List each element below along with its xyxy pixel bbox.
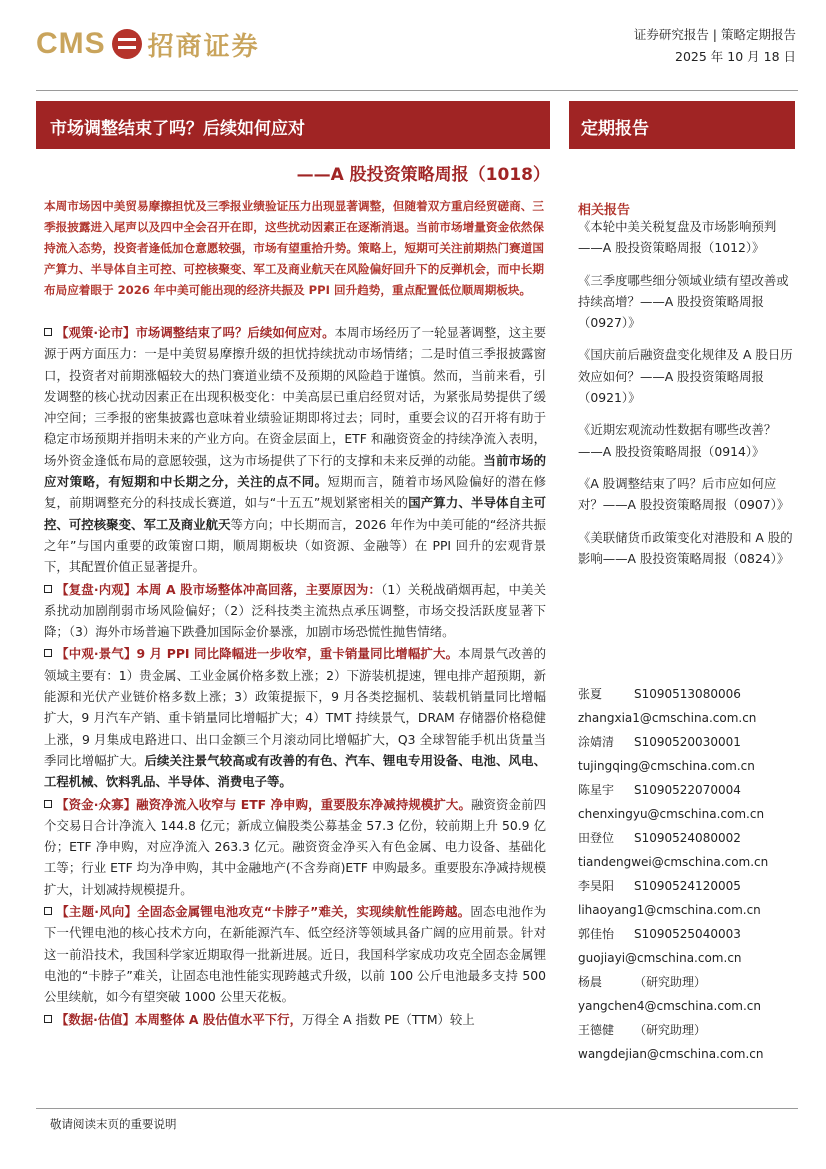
- section-bold: 当前市场的应对策略，有短期和中长期之分，关注的点不同。: [44, 452, 547, 490]
- analyst-id: S1090525040003: [634, 927, 741, 941]
- section-tag: 【主题·风向】全固态金属锂电池攻克“卡脖子”难关，实现续航性能跨越。: [56, 904, 471, 920]
- section-text: 固态电池作为下一代锂电池的核心技术方向，在新能源汽车、低空经济等领域具备广阔的应用前景。针对这一前沿技术，我国科学家近期取得一批新进展。近日，我国科学家成功攻克全固态金属锂电池的“卡脖子”难关，让固态电池性能实现跨越式升级，以前 100 公斤电池最多支持 500 公里续航，如今有望突破 1000 公里天花板。: [44, 904, 547, 1005]
- section-text: 等方向；中长期而言，2026 年作为中美可能的“经济共振之年”与国内重要的政策窗口期，顺周期板块（如资源、金融等）在 PPI 回升的宏观背景下，其配置价值正显著提升。: [44, 516, 546, 575]
- analyst-row: [578, 874, 798, 898]
- section-text: 本周景气改善的领域主要有：1）贵金属、工业金属价格多数上涨；2）下游装机提速，锂电排产超预期，新能源和光伏产业链价格多数上涨；3）政策提振下，9 月各类挖掘机、装载机销量同比增幅扩大，9 月汽车产销、重卡销量同比增幅扩大；4）TMT 持续景气，DRAM 存储器价格稳健上涨，9 月集成电路进口、出口金额三个月滚动同比增幅扩大，Q3 全球智能手机出货量当季同比增幅扩大。: [44, 646, 546, 768]
- section-tag: 【复盘·内观】本周 A 股市场整体冲高回落，主要原因为：: [56, 581, 382, 597]
- analyst-row: [578, 1018, 798, 1042]
- analyst-email[interactable]: tiandengwei@cmschina.com.cn: [578, 855, 769, 869]
- analyst-email[interactable]: tujingqing@cmschina.com.cn: [578, 759, 755, 773]
- checkbox-bullet-icon: [44, 585, 52, 593]
- analyst-list: [578, 682, 798, 1066]
- section-bold: 后续关注景气较高或有改善的有色、汽车、锂电专用设备、电池、风电、工程机械、饮料乳品、半导体、消费电子等。: [44, 752, 547, 790]
- footer-note: 敬请阅读末页的重要说明: [50, 1117, 177, 1131]
- page-subtitle: ——A 股投资策略周报（1018）: [296, 165, 550, 185]
- analyst-name: 王德健: [578, 1023, 615, 1037]
- section-tag: 【中观·景气】9 月 PPI 同比降幅进一步收窄，重卡销量同比增幅扩大。: [56, 646, 459, 662]
- section-text: 融资资金前四个交易日合计净流入 144.8 亿元；新成立偏股类公募基金 57.3 亿份，较前期上升 50.9 亿份；ETF 净申购，对应净流入 263.3 亿元。融资资金净买入有色金属、电力设备、基础化工等；行业 ETF 均为净申购，其中金融地产(不含券商)ETF 申购最多。重要股东净减持规模扩大，计划减持规模提升。: [44, 796, 546, 897]
- section-text: 本周市场经历了一轮显著调整，这主要源于两方面压力：一是中美贸易摩擦升级的担忧持续扰动市场情绪；二是时值三季报披露窗口，投资者对前期涨幅较大的热门赛道业绩不及预期的风险趋于谨慎。然而，当前来看，引发调整的核心扰动因素正在出现积极变化：中美高层已重启经贸对话，为紧张局势提供了缓冲空间；三季报的密集披露也意味着业绩验证期即将过去；同时，重要会议的召开将有助于稳定市场预期并指明未来的产业方向。在资金层面上，ETF 和融资资金的持续净流入表明，场外资金逢低布局的意愿较强，这为市场提供了下行的支撑和未来反弹的动能。: [44, 325, 546, 468]
- checkbox-bullet-icon: [44, 1015, 52, 1023]
- analyst-row: [578, 730, 798, 754]
- abstract: 本周市场因中美贸易摩擦担忧及三季报业绩验证压力出现显著调整，但随着双方重启经贸磋商、三季报披露进入尾声以及四中全会召开在即，这些扰动因素正在逐渐消退。当前市场增量资金依然保持流入态势，投资者逢低加仓意愿较强，市场有望重拾升势。策略上，短期可关注前期热门赛道国产算力、半导体自主可控、可控核聚变、军工及商业航天在风险偏好回升下的反弹机会，而中长期布局应着眼于 2026 年中美可能出现的经济共振及 PPI 回升趋势，重点配置低位顺周期板块。: [44, 199, 544, 297]
- analyst-email[interactable]: lihaoyang1@cmschina.com.cn: [578, 903, 761, 917]
- analyst-email[interactable]: wangdejian@cmschina.com.cn: [578, 1047, 764, 1061]
- main-body: [44, 322, 546, 1031]
- related-reports-heading: 相关报告: [578, 203, 631, 218]
- related-report-link[interactable]: 《本轮中美关税复盘及市场影响预判——A 股投资策略周报（1012）》: [578, 219, 777, 256]
- analyst-name: 李昊阳: [578, 879, 615, 893]
- analyst-row: [578, 970, 798, 994]
- analyst-row: [578, 778, 798, 802]
- related-report-link[interactable]: 《国庆前后融资盘变化规律及 A 股日历效应如何？——A 股投资策略周报（0921）》: [578, 347, 793, 406]
- checkbox-bullet-icon: [44, 649, 52, 657]
- title-bar: [36, 101, 550, 149]
- header-divider: [36, 90, 798, 91]
- header-meta: [634, 24, 796, 68]
- analyst-name: 杨晨: [578, 975, 603, 989]
- report-date: 2025 年 10 月 18 日: [675, 49, 796, 64]
- footer-divider: [36, 1108, 798, 1109]
- analyst-id: S1090522070004: [634, 783, 741, 797]
- section-text: 万得全 A 指数 PE（TTM）较上: [301, 1011, 475, 1027]
- analyst-id: S1090513080006: [634, 687, 741, 701]
- related-report-link[interactable]: 《美联储货币政策变化对港股和 A 股的影响——A 股投资策略周报（0824）》: [578, 529, 793, 566]
- related-report-link[interactable]: 《近期宏观流动性数据有哪些改善？——A 股投资策略周报（0914）》: [578, 422, 777, 459]
- analyst-id: （研究助理）: [634, 1023, 707, 1037]
- analyst-name: 涂婧清: [578, 735, 615, 749]
- related-report-link[interactable]: 《A 股调整结束了吗？后市应如何应对？——A 股投资策略周报（0907）》: [578, 475, 790, 513]
- analyst-row: [578, 826, 798, 850]
- analyst-email[interactable]: zhangxia1@cmschina.com.cn: [578, 711, 757, 725]
- section-4: [44, 794, 546, 900]
- section-6: [44, 1009, 546, 1030]
- analyst-email[interactable]: chenxingyu@cmschina.com.cn: [578, 807, 765, 821]
- analyst-name: 陈星宇: [578, 783, 615, 797]
- related-report-link[interactable]: 《三季度哪些细分领域业绩有望改善或持续高增？——A 股投资策略周报（0927）》: [578, 272, 789, 331]
- section-tag: 【数据·估值】本周整体 A 股估值水平下行，: [56, 1011, 302, 1027]
- analyst-email[interactable]: yangchen4@cmschina.com.cn: [578, 999, 761, 1013]
- analyst-row: [578, 922, 798, 946]
- checkbox-bullet-icon: [44, 907, 52, 915]
- sidebar-title-bar: [569, 101, 795, 149]
- report-type: 证券研究报告 | 策略定期报告: [633, 27, 796, 42]
- logo-emblem-icon: [112, 29, 142, 59]
- section-tag: 【资金·众寡】融资净流入收窄与 ETF 净申购，重要股东净减持规模扩大。: [56, 796, 471, 812]
- sidebar-title: 定期报告: [581, 119, 649, 139]
- analyst-id: S1090524080002: [634, 831, 741, 845]
- related-reports-list: [578, 216, 798, 580]
- section-bold: 国产算力、半导体自主可控、可控核聚变、军工及商业航天: [44, 495, 546, 532]
- analyst-row: [578, 682, 798, 706]
- page-title: 市场调整结束了吗？后续如何应对: [50, 119, 305, 139]
- section-text: 短期而言，随着市场风险偏好的潜在修复，前期调整充分的科技成长赛道，如与“十五五”规划紧密相关的: [44, 474, 547, 511]
- analyst-id: S1090524120005: [634, 879, 741, 893]
- analyst-name: 张夏: [578, 687, 603, 701]
- analyst-id: S1090520030001: [634, 735, 741, 749]
- checkbox-bullet-icon: [44, 800, 52, 808]
- section-tag: 【观策·论市】市场调整结束了吗？后续如何应对。: [56, 325, 335, 340]
- logo-chinese: 招商证券: [147, 31, 260, 62]
- cms-logo: [36, 26, 260, 62]
- section-1: [44, 322, 546, 578]
- analyst-email[interactable]: guojiayi@cmschina.com.cn: [578, 951, 742, 965]
- section-5: [44, 901, 546, 1007]
- checkbox-bullet-icon: [44, 328, 52, 336]
- section-text: （1）关税战硝烟再起，中美关系扰动加剧削弱市场风险偏好；（2）泛科技类主流热点承压调整，市场交投活跃度显著下降；（3）海外市场普遍下跌叠加国际金价暴涨，加剧市场恐慌性抛售情绪。: [44, 581, 546, 640]
- section-2: [44, 579, 546, 643]
- analyst-name: 田登位: [578, 831, 615, 845]
- logo-latin: CMS: [36, 27, 106, 60]
- analyst-name: 郭佳怡: [578, 927, 615, 941]
- analyst-id: （研究助理）: [634, 975, 707, 989]
- section-3: [44, 643, 546, 792]
